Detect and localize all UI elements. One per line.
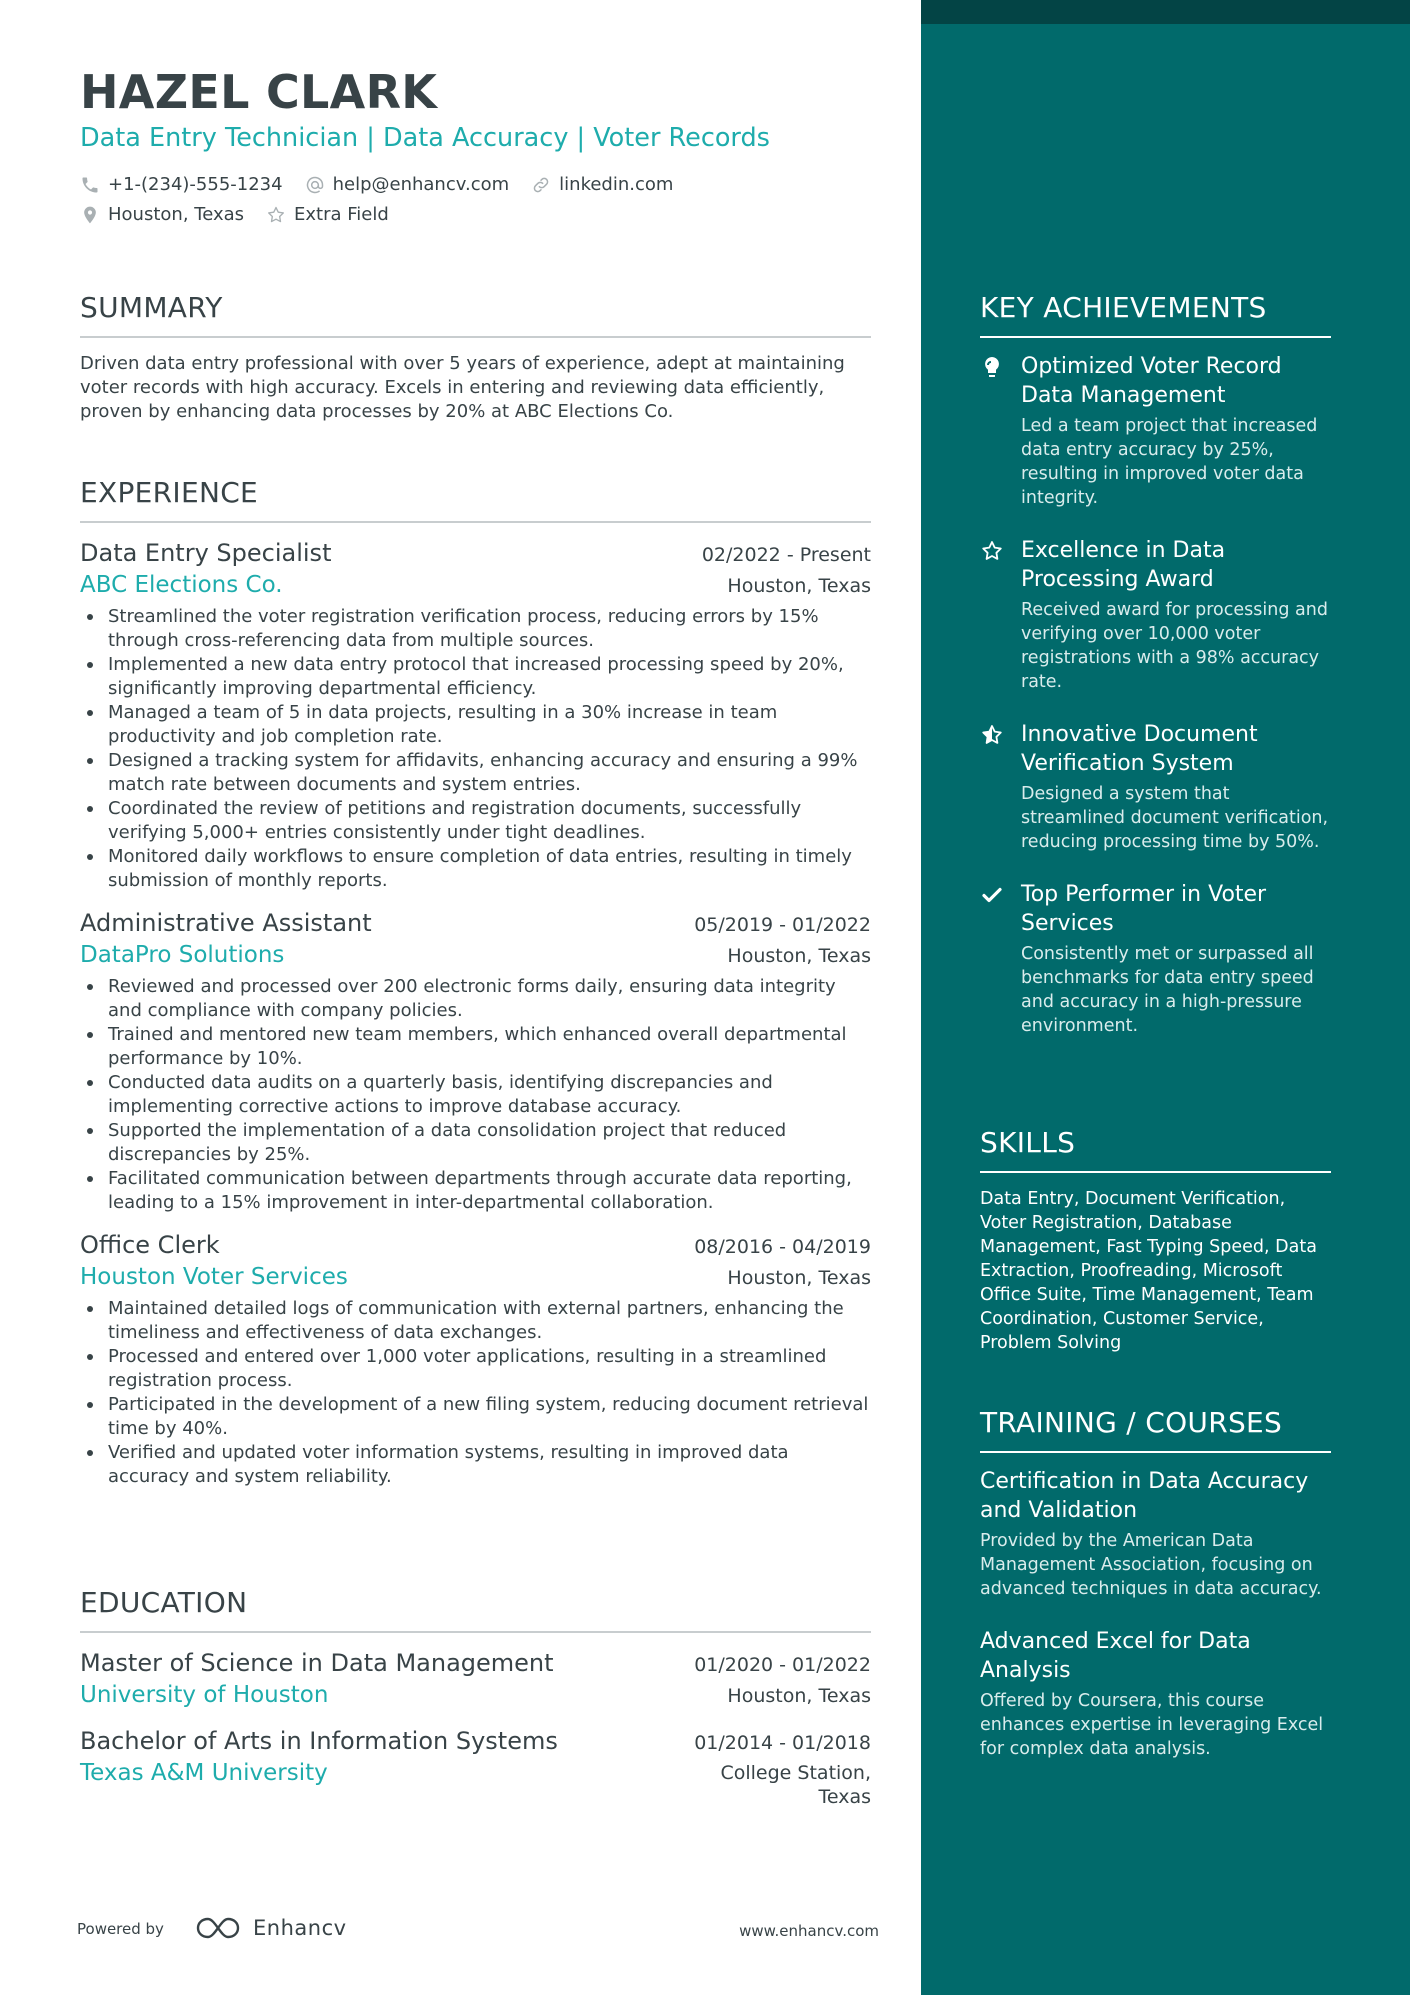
website-link[interactable]: www.enhancv.com	[739, 1922, 879, 1940]
degree-title: Bachelor of Arts in Information Systems	[80, 1727, 558, 1755]
contact-phone[interactable]	[80, 173, 283, 197]
education-heading: EDUCATION	[80, 1586, 871, 1633]
star-half-icon	[980, 723, 1004, 747]
skills-heading: SKILLS	[980, 1126, 1331, 1173]
enhancv-logo-icon	[195, 1915, 241, 1941]
company-name[interactable]: ABC Elections Co.	[80, 572, 283, 598]
training-section	[980, 1406, 1331, 1787]
job-entry	[80, 1229, 871, 1489]
contact-email-text: help@enhancv.com	[332, 174, 510, 195]
achievement-title: Excellence in Data Processing Award	[1021, 538, 1226, 592]
candidate-tagline: Data Entry Technician | Data Accuracy | Voter Records	[80, 123, 770, 153]
checkmark-icon	[980, 883, 1004, 907]
lightbulb-icon	[980, 355, 1004, 379]
sidebar-top-band	[921, 0, 1410, 24]
contact-phone-text: +1-(234)-555-1234	[108, 174, 283, 195]
achievements-heading: KEY ACHIEVEMENTS	[980, 291, 1331, 338]
achievement-item	[980, 352, 1331, 510]
job-location: Houston, Texas	[727, 575, 871, 597]
job-location: Houston, Texas	[727, 1267, 871, 1289]
skills-list: Data Entry, Document Verification, Voter Registration, Database Management, Fast Typing Speed, Data Extraction, Proofreading, Microsoft Office Suite, Time Management, Team Coordination, Customer Service, Problem Solving	[980, 1189, 1317, 1353]
bullet-item: Conducted data audits on a quarterly basis, identifying discrepancies and implementing corrective actions to improve database accuracy.	[80, 1071, 871, 1119]
contact-linkedin-text: linkedin.com	[559, 174, 674, 195]
job-location: Houston, Texas	[727, 945, 871, 967]
contact-row-2	[80, 203, 871, 227]
phone-icon	[80, 175, 100, 195]
bullet-item: Managed a team of 5 in data projects, resulting in a 30% increase in team productivity and job completion rate.	[80, 701, 871, 749]
summary-section	[80, 291, 871, 424]
contact-linkedin[interactable]	[531, 173, 673, 197]
experience-section	[80, 476, 871, 1503]
candidate-name: HAZEL CLARK	[80, 65, 438, 119]
course-item	[980, 1467, 1331, 1601]
bullet-item: Participated in the development of a new filing system, reducing document retrieval time by 40%.	[80, 1393, 871, 1441]
enhancv-brand-name: Enhancv	[253, 1916, 347, 1940]
powered-by-label: Powered by	[77, 1920, 164, 1938]
bullet-item: Supported the implementation of a data consolidation project that reduced discrepancies by 25%.	[80, 1119, 871, 1167]
job-date: 02/2022 - Present	[701, 544, 871, 566]
enhancv-logo[interactable]	[195, 1915, 347, 1941]
achievement-title: Innovative Document Verification System	[1021, 722, 1258, 776]
at-icon	[305, 175, 325, 195]
achievement-desc: Led a team project that increased data entry accuracy by 25%, resulting in improved voter data integrity.	[1021, 416, 1318, 508]
link-icon	[531, 175, 551, 195]
achievement-title: Optimized Voter Record Data Management	[1021, 354, 1282, 408]
achievement-item	[980, 880, 1331, 1038]
location-pin-icon	[80, 205, 100, 225]
bullet-item: Streamlined the voter registration verification process, reducing errors by 15% through cross-referencing data from multiple sources.	[80, 605, 871, 653]
achievement-desc: Consistently met or surpassed all benchmarks for data entry speed and accuracy in a high-pressure environment.	[1021, 944, 1314, 1036]
achievement-item	[980, 536, 1331, 694]
course-desc: Provided by the American Data Management Association, focusing on advanced techniques in data accuracy.	[980, 1531, 1322, 1599]
sidebar	[921, 0, 1410, 1995]
bullet-item: Processed and entered over 1,000 voter applications, resulting in a streamlined registration process.	[80, 1345, 871, 1393]
company-name[interactable]: DataPro Solutions	[80, 942, 285, 968]
job-title: Office Clerk	[80, 1231, 220, 1259]
achievement-title: Top Performer in Voter Services	[1021, 882, 1267, 936]
achievement-desc: Designed a system that streamlined document verification, reducing processing time by 50%.	[1021, 784, 1329, 852]
job-bullets	[80, 975, 871, 1215]
job-bullets	[80, 605, 871, 893]
bullet-item: Designed a tracking system for affidavits, enhancing accuracy and ensuring a 99% match rate between documents and system entries.	[80, 749, 871, 797]
education-entry	[80, 1647, 871, 1711]
job-entry	[80, 537, 871, 893]
star-outline-icon	[266, 205, 286, 225]
contact-email[interactable]	[305, 173, 510, 197]
experience-heading: EXPERIENCE	[80, 476, 871, 523]
education-location: Houston, Texas	[727, 1685, 871, 1707]
education-location: College Station, Texas	[720, 1762, 871, 1808]
bullet-item: Coordinated the review of petitions and registration documents, successfully verifying 5,000+ entries consistently under tight deadlines.	[80, 797, 871, 845]
bullet-item: Implemented a new data entry protocol that increased processing speed by 20%, significantly improving departmental efficiency.	[80, 653, 871, 701]
achievements-section	[980, 291, 1331, 1064]
bullet-item: Maintained detailed logs of communication with external partners, enhancing the timeliness and effectiveness of data exchanges.	[80, 1297, 871, 1345]
course-title: Advanced Excel for Data Analysis	[980, 1629, 1251, 1683]
achievement-item	[980, 720, 1331, 854]
training-heading: TRAINING / COURSES	[980, 1406, 1331, 1453]
contact-row-1	[80, 173, 871, 197]
contact-extra	[266, 203, 389, 227]
star-outline-icon	[980, 539, 1004, 563]
school-name[interactable]: Texas A&M University	[80, 1760, 328, 1786]
skills-section	[980, 1126, 1331, 1355]
job-date: 05/2019 - 01/2022	[694, 914, 871, 936]
contact-extra-text: Extra Field	[294, 204, 389, 225]
course-title: Certification in Data Accuracy and Validation	[980, 1469, 1309, 1523]
job-title: Data Entry Specialist	[80, 539, 332, 567]
achievement-desc: Received award for processing and verifying over 10,000 voter registrations with a 98% accuracy rate.	[1021, 600, 1328, 692]
course-item	[980, 1627, 1331, 1761]
education-section	[80, 1586, 871, 1823]
job-entry	[80, 907, 871, 1215]
bullet-item: Trained and mentored new team members, which enhanced overall departmental performance by 10%.	[80, 1023, 871, 1071]
bullet-item: Reviewed and processed over 200 electronic forms daily, ensuring data integrity and compliance with company policies.	[80, 975, 871, 1023]
education-date: 01/2020 - 01/2022	[694, 1654, 871, 1676]
school-name[interactable]: University of Houston	[80, 1682, 329, 1708]
job-bullets	[80, 1297, 871, 1489]
footer	[77, 1912, 879, 1952]
contact-location-text: Houston, Texas	[108, 204, 245, 225]
job-title: Administrative Assistant	[80, 909, 372, 937]
education-entry	[80, 1725, 871, 1809]
company-name[interactable]: Houston Voter Services	[80, 1264, 348, 1290]
education-date: 01/2014 - 01/2018	[694, 1732, 871, 1754]
job-date: 08/2016 - 04/2019	[694, 1236, 871, 1258]
course-desc: Offered by Coursera, this course enhances expertise in leveraging Excel for complex data analysis.	[980, 1691, 1324, 1759]
bullet-item: Facilitated communication between departments through accurate data reporting, leading to a 15% improvement in inter-departmental collaboration.	[80, 1167, 871, 1215]
summary-heading: SUMMARY	[80, 291, 871, 338]
degree-title: Master of Science in Data Management	[80, 1649, 554, 1677]
bullet-item: Verified and updated voter information systems, resulting in improved data accuracy and system reliability.	[80, 1441, 871, 1489]
summary-text: Driven data entry professional with over 5 years of experience, adept at maintaining voter records with high accuracy. Excels in entering and reviewing data efficiently, proven by enhancing data processes by 20% at ABC Elections Co.	[80, 353, 845, 422]
bullet-item: Monitored daily workflows to ensure completion of data entries, resulting in timely submission of monthly reports.	[80, 845, 871, 893]
contact-location	[80, 203, 244, 227]
